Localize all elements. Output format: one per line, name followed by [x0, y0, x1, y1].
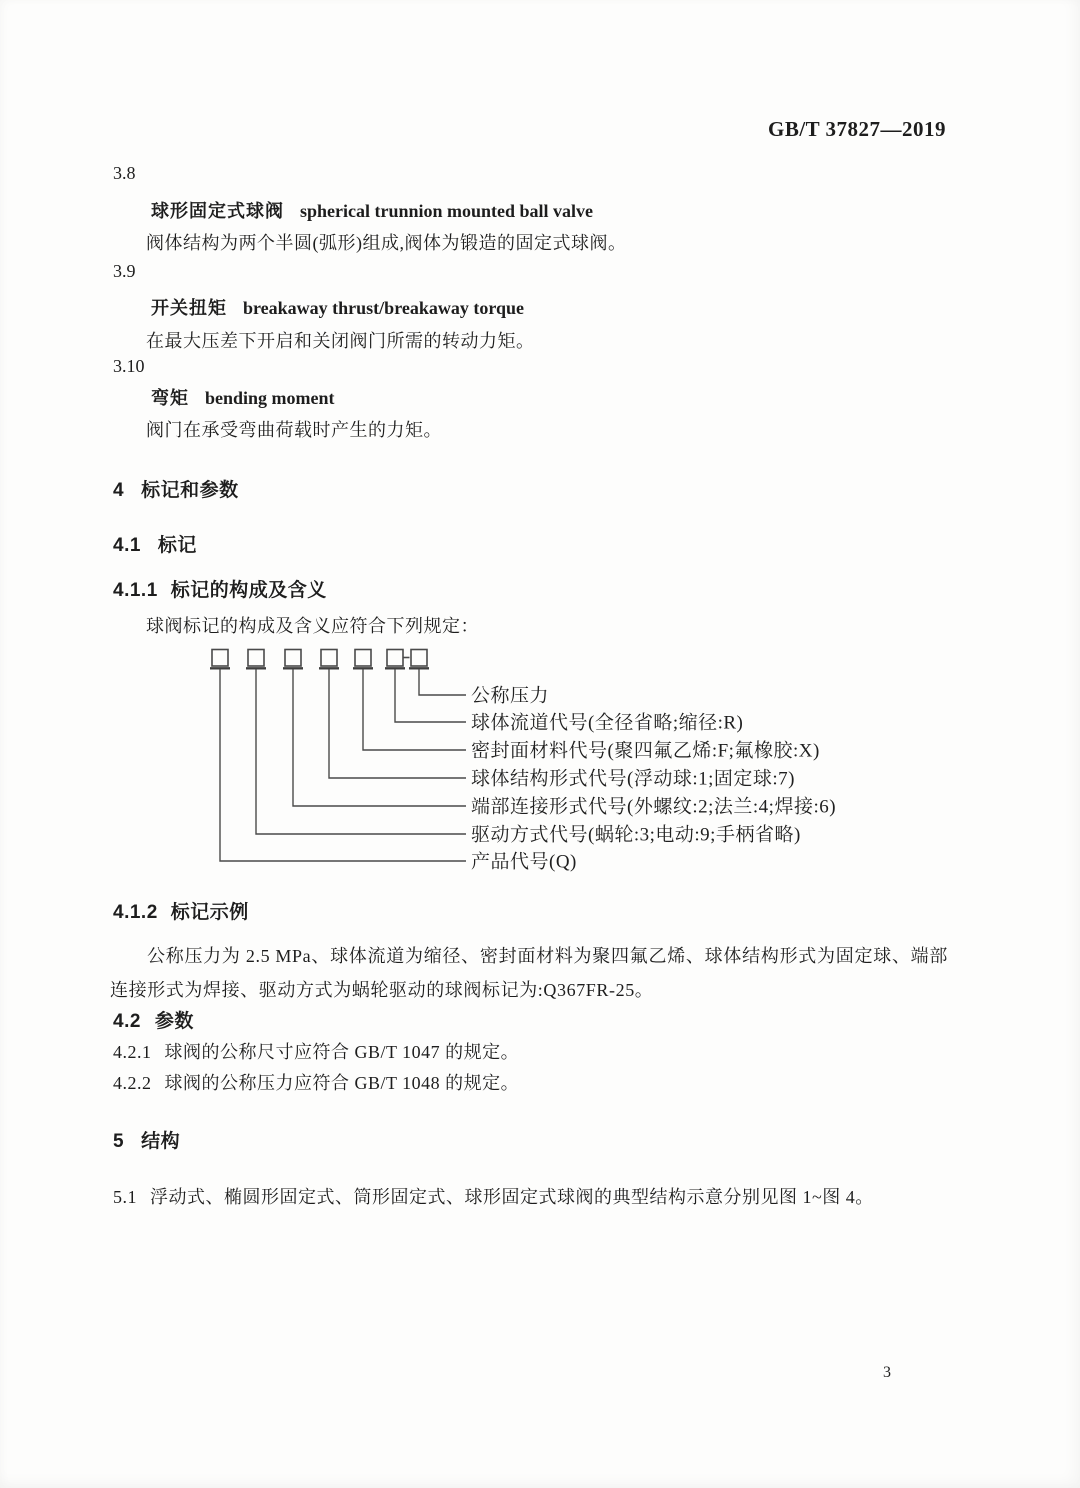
connector-line — [363, 669, 466, 750]
connector-line — [256, 669, 466, 834]
connector-line — [293, 669, 466, 806]
marking-box-3 — [285, 650, 301, 667]
clause-5-1 — [113, 1183, 874, 1209]
marking-box-2 — [248, 650, 264, 667]
section-heading-4-2 — [113, 1006, 194, 1033]
term-zh: 球形固定式球阀 — [151, 201, 284, 221]
marking-box-5 — [355, 650, 371, 667]
term-definition-3-10: 阀门在承受弯曲荷载时产生的力矩。 — [146, 420, 442, 440]
marking-example-paragraph: 公称压力为 2.5 MPa、球体流道为缩径、密封面材料为聚四氟乙烯、球体结构形式为固定球、端部连接形式为焊接、驱动方式为蜗轮驱动的球阀标记为:Q367FR-25。 — [110, 946, 948, 1000]
term-zh: 弯矩 — [151, 388, 189, 408]
clause-number-3-8: 3.8 — [113, 163, 136, 183]
clause-number: 4.2.2 — [113, 1073, 152, 1093]
term-zh: 开关扭矩 — [151, 298, 227, 318]
clause-4-2-2 — [113, 1069, 519, 1095]
heading-title: 标记示例 — [170, 902, 249, 923]
marking-box-1 — [212, 650, 228, 667]
marking-box-7 — [411, 650, 427, 667]
term-heading-3-9 — [151, 294, 524, 320]
heading-title: 标记 — [157, 535, 197, 556]
section-heading-5 — [113, 1126, 180, 1153]
clause-text: 球阀的公称尺寸应符合 GB/T 1047 的规定。 — [164, 1042, 520, 1062]
term-heading-3-10 — [151, 384, 335, 410]
marking-diagram — [0, 640, 1080, 880]
clause-text: 浮动式、椭圆形固定式、筒形固定式、球形固定式球阀的典型结构示意分别见图 1~图 4。 — [150, 1187, 874, 1207]
clause-number-3-9: 3.9 — [113, 261, 136, 281]
heading-number: 4.1 — [113, 535, 141, 556]
heading-title: 标记的构成及含义 — [170, 580, 327, 601]
connector-line — [220, 669, 466, 861]
page-number: 3 — [883, 1364, 891, 1381]
section-heading-4-1 — [113, 530, 197, 557]
marking-box-6 — [387, 650, 403, 667]
clause-4-2-1 — [113, 1038, 519, 1064]
clause-number: 5.1 — [113, 1187, 137, 1207]
term-en: bending moment — [205, 388, 335, 408]
connector-line — [329, 669, 466, 778]
marking-label-product-code: 产品代号(Q) — [471, 851, 577, 873]
section-heading-4 — [113, 475, 239, 502]
marking-label-drive-mode: 驱动方式代号(蜗轮:3;电动:9;手柄省略) — [471, 824, 801, 846]
marking-intro: 球阀标记的构成及含义应符合下列规定： — [146, 616, 479, 636]
heading-number: 4.2 — [113, 1011, 141, 1032]
marking-label-flow-channel: 球体流道代号(全径省略;缩径:R) — [471, 712, 744, 734]
section-heading-4-1-1 — [113, 575, 327, 602]
term-en: breakaway thrust/breakaway torque — [243, 298, 525, 318]
standard-code: GB/T 37827—2019 — [768, 117, 947, 141]
marking-label-end-connection: 端部连接形式代号(外螺纹:2;法兰:4;焊接:6) — [471, 796, 837, 818]
clause-number-3-10: 3.10 — [113, 356, 145, 376]
term-en: spherical trunnion mounted ball valve — [300, 201, 594, 221]
heading-number: 4.1.1 — [113, 580, 158, 601]
heading-title: 参数 — [154, 1011, 194, 1032]
marking-box-4 — [321, 650, 337, 667]
heading-number: 4.1.2 — [113, 902, 158, 923]
clause-number: 4.2.1 — [113, 1042, 152, 1062]
heading-title: 结构 — [141, 1131, 181, 1152]
marking-label-ball-structure: 球体结构形式代号(浮动球:1;固定球:7) — [471, 768, 795, 790]
connector-line — [419, 669, 466, 695]
heading-number: 4 — [113, 480, 125, 501]
heading-number: 5 — [113, 1131, 125, 1152]
term-heading-3-8 — [151, 197, 593, 223]
term-definition-3-8: 阀体结构为两个半圆(弧形)组成,阀体为锻造的固定式球阀。 — [146, 233, 627, 253]
section-heading-4-1-2 — [113, 897, 249, 924]
marking-label-nominal-pressure: 公称压力 — [471, 685, 550, 707]
marking-label-seal-material: 密封面材料代号(聚四氟乙烯:F;氟橡胶:X) — [471, 740, 820, 762]
term-definition-3-9: 在最大压差下开启和关闭阀门所需的转动力矩。 — [146, 331, 535, 351]
clause-text: 球阀的公称压力应符合 GB/T 1048 的规定。 — [164, 1073, 520, 1093]
heading-title: 标记和参数 — [141, 480, 239, 501]
